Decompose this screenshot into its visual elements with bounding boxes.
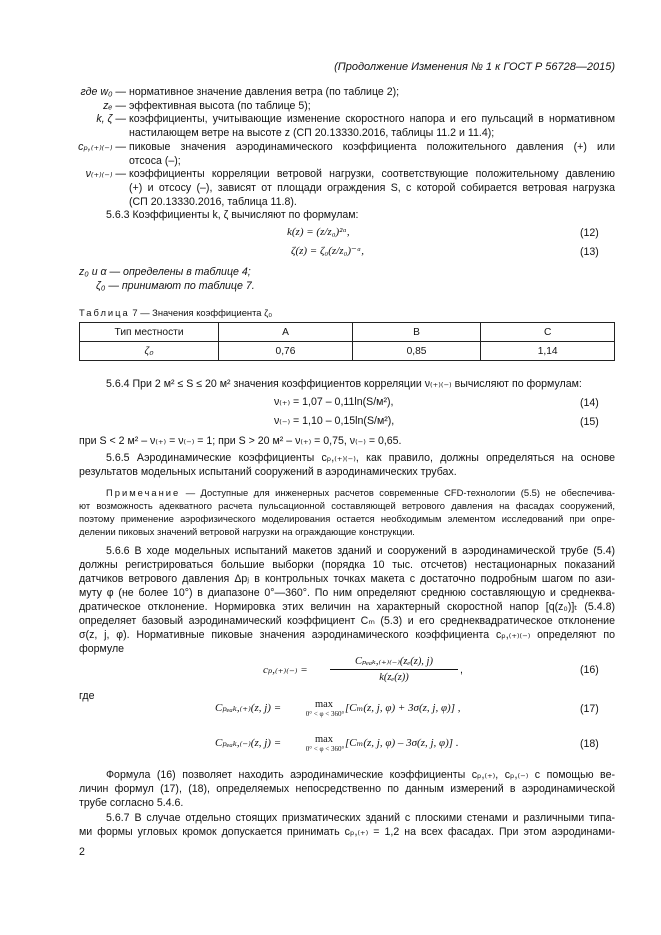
paragraph-5-6-6-line: определяет базовый аэродинамический коэффициент Cₘ (5.3) и его среднеквадратическое отклонение [79, 615, 615, 627]
paragraph-5-6-6-line: σ(z, j, φ). Нормативные пиковые значения аэродинамического коэффициента cₚ,₍₊₎₍₋₎ определяют по [79, 629, 615, 641]
z0-definition: z₀ и α — определены в таблице 4; [79, 266, 251, 278]
formula-16-numerator: Cₚₑₐₖ,₍₊₎₍₋₎(zₑ(z), j) [330, 656, 458, 670]
paragraph-5-6-6-line: муту φ (не более 10°) в диапазоне 0°—360°. По ним определяют среднюю составляющую и среднеква- [79, 587, 615, 599]
paragraph-5-6-3: 5.6.3 Коэффициенты k, ζ вычисляют по формулам: [106, 209, 359, 221]
table-row [80, 342, 615, 361]
note-text: — Доступные для инженерных расчетов современные CFD-технологии (5.5) не обеспечива- [185, 487, 615, 498]
formula-number: (18) [580, 738, 599, 750]
formula-number: (13) [580, 246, 599, 258]
paragraph-formula-line: личин формул (17), (18), определяемых непосредственно по данным измерений в аэродинамической [79, 783, 615, 795]
table-caption-text: 7 — Значения коэффициента ζ₀ [132, 307, 273, 318]
where-label: где [79, 690, 95, 702]
note-line: ют возможность адекватного расчета пульсационной составляющей ветрового давления на фасадах сооружений, [79, 500, 615, 511]
def-text: настилающем ветре на высоте z (СП 20.13330.2016, таблицы 11.2 и 11.4); [129, 127, 495, 139]
formula-18-body: [Cₘ(z, j, φ) – 3σ(z, j, φ)] . [345, 737, 459, 749]
table-cell: 0,76 [219, 342, 353, 361]
table-header-cell: C [481, 323, 615, 342]
table-caption-label: Таблица [79, 307, 130, 318]
note-label: Примечание [106, 487, 181, 498]
page-header: (Продолжение Изменения № 1 к ГОСТ Р 56728—2015) [334, 61, 615, 73]
paragraph-5-6-7-line: ми формы угловых кромок допускается принимать cₚ,₍₊₎ = 1,2 на всех фасадах. При этом аэродинами- [79, 826, 615, 838]
table-cell: 0,85 [352, 342, 480, 361]
formula-15: ν₍₋₎ = 1,10 – 0,15ln(S/м²), [274, 415, 395, 427]
table-header-cell: A [219, 323, 353, 342]
formula-17-body: [Cₘ(z, j, φ) + 3σ(z, j, φ)] , [345, 702, 461, 714]
formula-number: (14) [580, 397, 599, 409]
paragraph-5-6-5-line: результатов модельных испытаний сооружений в аэродинамических трубах. [79, 466, 457, 478]
def-text: отсоса (–); [129, 155, 181, 167]
paragraph-5-6-6-line: дратическое отклонение. Нормировка этих величин на характерный скоростной напор [q(z₀)]ₜ (5.4.8) [79, 601, 615, 613]
paragraph-5-6-5-line: 5.6.5 Аэродинамические коэффициенты cₚ,₍₊₎₍₋₎, как правило, должны определяться на основе [106, 452, 615, 464]
def-symbol: ν₍₊₎₍₋₎ — [85, 168, 126, 180]
zeta0-table [79, 322, 615, 361]
formula-number: (17) [580, 703, 599, 715]
formula-17-lhs: Cₚₑₐₖ,₍₊₎(z, j) = [215, 702, 282, 714]
def-text: эффективная высота (по таблице 5); [129, 100, 311, 112]
range-conditions: при S < 2 м² – ν₍₊₎ = ν₍₋₎ = 1; при S > 20 м² – ν₍₊₎ = 0,75, ν₍₋₎ = 0,65. [79, 435, 402, 447]
formula-16-lhs: cₚ,₍₊₎₍₋₎ = [263, 664, 308, 676]
paragraph-5-6-6-line: должны регистрироваться большие выборки (порядка 10 тыс. отсчетов) нестационарных показаний [79, 559, 615, 571]
paragraph-5-6-6-line: датчиков ветрового давления Δpⱼ в контрольных точках макета с достаточно подробным шагом по ази- [79, 573, 615, 585]
table-header-cell: Тип местности [80, 323, 219, 342]
formula-16-tail: , [460, 664, 463, 676]
paragraph-5-6-4: 5.6.4 При 2 м² ≤ S ≤ 20 м² значения коэффициентов корреляции ν₍₊₎₍₋₎ вычисляют по формулам: [106, 378, 582, 390]
def-text: коэффициенты корреляции ветровой нагрузки, соответствующие положительному давлению [129, 168, 615, 180]
paragraph-5-6-6-line: формуле [79, 643, 125, 655]
formula-16-denominator: k(zₑ(z)) [379, 672, 409, 683]
table-caption [79, 306, 272, 319]
def-text: коэффициенты, учитывающие изменение скоростного напора и его пульсаций в нормативном [129, 113, 615, 125]
def-symbol: где w₀ — [80, 86, 126, 98]
formula-number: (15) [580, 416, 599, 428]
max-subscript: 0° < φ < 360° [305, 745, 345, 753]
formula-18-lhs: Cₚₑₐₖ,₍₋₎(z, j) = [215, 737, 282, 749]
table-cell: ζ₀ [80, 342, 219, 361]
formula-12: k(z) = (z/z₀)²ᵅ, [287, 226, 350, 238]
table-cell: 1,14 [481, 342, 615, 361]
def-text: (СП 20.13330.2016, таблица 11.8). [129, 196, 297, 208]
max-operator: max [314, 699, 334, 710]
formula-13: ζ(z) = ζ₀(z/z₀)⁻ᵅ, [291, 245, 364, 257]
paragraph-formula-line: трубе согласно 5.4.6. [79, 797, 184, 809]
table-header-cell: B [352, 323, 480, 342]
def-symbol: zₑ — [103, 100, 126, 112]
def-text: нормативное значение давления ветра (по таблице 2); [129, 86, 400, 98]
def-symbol: k, ζ — [96, 113, 126, 125]
zeta0-definition: ζ₀ — принимают по таблице 7. [96, 280, 255, 292]
formula-number: (16) [580, 664, 599, 676]
note-line: делении пиковых значений ветровой нагрузки на ограждающие конструкции. [79, 526, 415, 537]
formula-number: (12) [580, 227, 599, 239]
formula-14: ν₍₊₎ = 1,07 – 0,11ln(S/м²), [274, 396, 394, 408]
table-header-row [80, 323, 615, 342]
note-line [106, 486, 615, 499]
paragraph-5-6-6-line: 5.6.6 В ходе модельных испытаний макетов зданий и сооружений в аэродинамической трубе (5.4) [106, 545, 615, 557]
page-number: 2 [79, 846, 85, 858]
paragraph-5-6-7-line: 5.6.7 В случае отдельно стоящих призматических зданий с плоскими стенами и различными типа- [106, 812, 615, 824]
def-symbol: cₚ,₍₊₎₍₋₎ — [78, 141, 126, 153]
max-subscript: 0° < φ < 360° [305, 710, 345, 718]
note-line: поэтому применение аэрофизического моделирования остается необходимым элементом исследований при опре- [79, 513, 615, 524]
paragraph-formula-line: Формула (16) позволяет находить аэродинамические коэффициенты cₚ,₍₊₎, cₚ,₍₋₎ с помощью ве- [106, 769, 615, 781]
def-text: (+) и отсосу (–), зависят от площади ограждения S, с которой собирается ветровая нагрузка [129, 182, 615, 194]
def-text: пиковые значения аэродинамического коэффициента положительного давления (+) или [129, 141, 615, 153]
max-operator: max [314, 734, 334, 745]
